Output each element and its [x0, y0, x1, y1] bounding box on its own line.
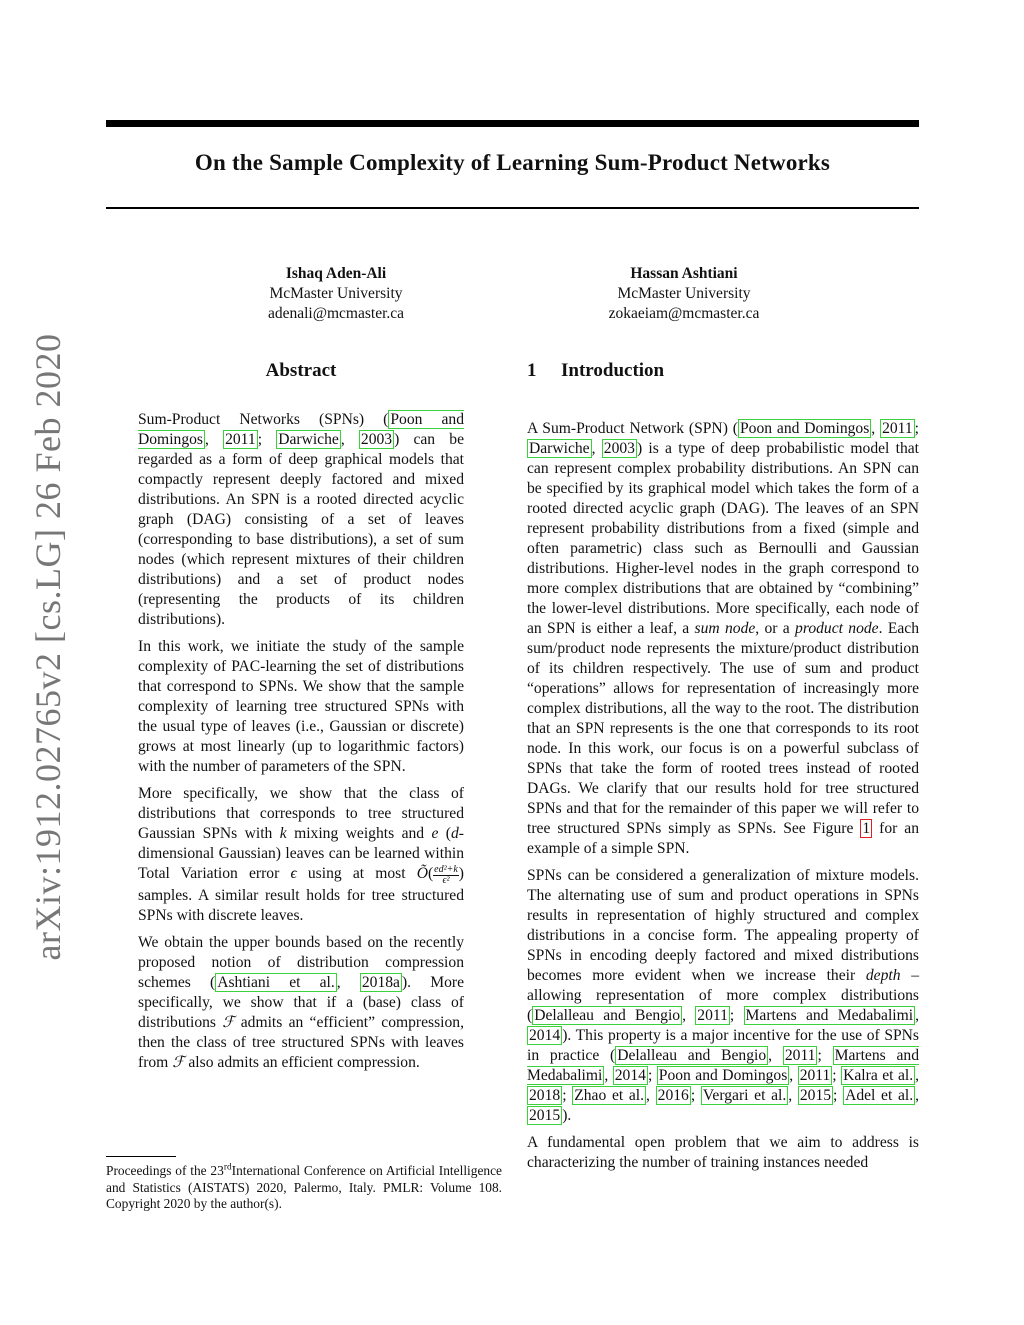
citation-link[interactable]: 2014 — [529, 1027, 561, 1044]
introduction-body — [527, 419, 919, 1180]
citation-link[interactable]: 2015 — [529, 1107, 561, 1124]
author-email: adenali@mcmaster.ca — [267, 305, 405, 322]
abstract-paragraph-3: More specifically, we show that the class of distributions that corresponds to tree structured Gaussian SPNs with k mixing weights and e (d-dimensional Gaussian) leaves can be learned within Total Variation error ϵ using at most Õ( $\frac{\text{ed²+k}}{\text{ϵ²}}$ ) samples. A similar result holds for tree structured SPNs with discrete leaves. — [138, 785, 464, 924]
citation-link[interactable]: 2011 — [882, 420, 913, 437]
citation-link[interactable]: 2014 — [614, 1067, 646, 1084]
citation-link[interactable]: Martens and Medabalimi — [527, 1047, 920, 1084]
title-bottom-rule — [106, 207, 919, 209]
citation-link[interactable]: Darwiche — [529, 440, 590, 457]
abstract-paragraph-4: We obtain the upper bounds based on the recently proposed notion of distribution compression schemes ( Ashtiani et al. , 2018a ). More specifically, we show that if a (base) class of distributions ℱ admits an “efficient” compression, then the class of tree structured SPNs with leaves from ℱ also admits an efficient compression. — [138, 934, 465, 1071]
figure-reference-link[interactable]: 1 — [862, 820, 871, 837]
footnote: Proceedings of the 23rdInternational Conference on Artificial Intelligence and Statistics (AISTATS) 2020, Palermo, Italy. PMLR: Volume 108. Copyright 2020 by the author(s). — [106, 1162, 502, 1211]
author-affiliation: McMaster University — [617, 285, 751, 302]
abstract-body — [138, 410, 464, 1080]
citation-link[interactable]: Martens and Medabalimi — [745, 1007, 914, 1024]
citation-link[interactable]: Zhao et al. — [574, 1087, 645, 1104]
arxiv-side-label: arXiv:1912.02765v2 [cs.LG] 26 Feb 2020 — [28, 333, 68, 961]
title-top-rule — [106, 120, 919, 127]
citation-link[interactable]: Delalleau and Bengio — [617, 1047, 767, 1064]
intro-paragraph-2: SPNs can be considered a generalization of mixture models. The alternating use of sum and product operations in SPNs results in representation of highly structured and complex distributions in a concise form. The appealing property of SPNs in encoding deeply factored and mixed distributions becomes more evident when we increase their depth – allowing representation of more complex distributions ( Delalleau and Bengio , 2011 ; Martens and Medabalimi , 2014 ). This property is a major incentive for the use of SPNs in practice ( Delalleau and Bengio , 2011 ; Martens and Medabalimi , 2014 ; Poon and Domingos , 2011 ; Kalra et al. , 2018 ; Zhao et al. , 2016 ; Vergari et al. , 2015 ; Adel et al. , 2015 ). — [527, 867, 920, 1124]
citation-link[interactable]: Ashtiani et al. — [217, 974, 335, 991]
abstract-paragraph-2: In this work, we initiate the study of the sample complexity of PAC-learning the set of distributions that correspond to SPNs. We show that the sample complexity of learning tree structured SPNs with the usual type of leaves (i.e., Gaussian or discrete) grows at most linearly (up to logarithmic factors) with the number of parameters of the SPN. — [138, 638, 464, 775]
citation-link[interactable]: Poon and Domingos — [739, 420, 870, 437]
citation-link[interactable]: Delalleau and Bengio — [534, 1007, 681, 1024]
citation-link[interactable]: 2011 — [697, 1007, 728, 1024]
sample-bound-fraction: $\frac{\text{ed²+k}}{\text{ϵ²}}$ — [434, 864, 458, 886]
author-2 — [524, 264, 844, 324]
citation-link[interactable]: 2011 — [784, 1047, 816, 1064]
author-name: Ishaq Aden-Ali — [285, 265, 387, 282]
citation-link[interactable]: Darwiche — [278, 431, 339, 448]
citation-link[interactable]: 2003 — [360, 431, 393, 448]
citation-link[interactable]: 2018a — [361, 974, 400, 991]
citation-link[interactable]: Poon and Domingos — [138, 411, 464, 448]
section-heading-introduction: 1 Introduction — [527, 360, 665, 381]
author-1 — [176, 264, 496, 324]
author-name: Hassan Ashtiani — [630, 265, 738, 282]
author-affiliation: McMaster University — [269, 285, 403, 302]
paper-title: On the Sample Complexity of Learning Sum-Product Networks — [194, 150, 831, 175]
intro-paragraph-1: A Sum-Product Network (SPN) ( Poon and Domingos , 2011 ; Darwiche , 2003 ) is a type of deep probabilistic model that can represent complex probability distributions. An SPN can be specified by its graphical model which takes the form of a rooted directed acyclic graph (DAG). The leaves of an SPN represent probability distributions from a fixed (simple and often parametric) class such as Bernoulli and Gaussian distributions. Higher-level nodes in the graph correspond to more complex distributions that are obtained by “combining” the lower-level distributions. More specifically, each node of an SPN is either a leaf, a sum node, or a product node. Each sum/product node represents the mixture/product distribution of its children respectively. The use of sum and product “operations” allows for representation of increasingly more complex distributions, all the way to the root. The distribution that an SPN represents is the one that corresponds to its root node. In this work, our focus is on a powerful subclass of SPNs that take the form of rooted trees instead of rooted DAGs. We clarify that our results hold for tree structured SPNs and that for the remainder of this paper we will refer to tree structured SPNs simply as SPNs. See Figure 1 for an example of a simple SPN. — [527, 420, 920, 857]
citation-link[interactable]: 2011 — [799, 1067, 831, 1084]
abstract-paragraph-1: Sum-Product Networks (SPNs) ( Poon and Domingos , 2011 ; Darwiche , 2003 ) can be regarded as a form of deep graphical models that compactly represent deeply factored and mixed distributions. An SPN is a rooted directed acyclic graph (DAG) consisting of a set of leaves (corresponding to base distributions), a set of sum nodes (which represent mixtures of their children distributions) and a set of product nodes (representing the products of its children distributions). — [138, 411, 465, 628]
citation-link[interactable]: Poon and Domingos — [658, 1067, 788, 1084]
author-email: zokaeiam@mcmaster.ca — [608, 305, 760, 322]
citation-link[interactable]: Vergari et al. — [702, 1087, 787, 1104]
abstract-heading: Abstract — [265, 360, 337, 381]
citation-link[interactable]: 2015 — [799, 1087, 832, 1104]
citation-link[interactable]: 2016 — [657, 1087, 689, 1104]
citation-link[interactable]: Adel et al. — [845, 1087, 914, 1104]
citation-link[interactable]: 2011 — [225, 431, 256, 448]
intro-paragraph-3: A fundamental open problem that we aim to address is characterizing the number of training instances needed — [527, 1134, 919, 1171]
footnote-rule — [106, 1156, 176, 1157]
citation-link[interactable]: 2003 — [603, 440, 635, 457]
citation-link[interactable]: Kalra et al. — [843, 1067, 914, 1084]
citation-link[interactable]: 2018 — [529, 1087, 561, 1104]
